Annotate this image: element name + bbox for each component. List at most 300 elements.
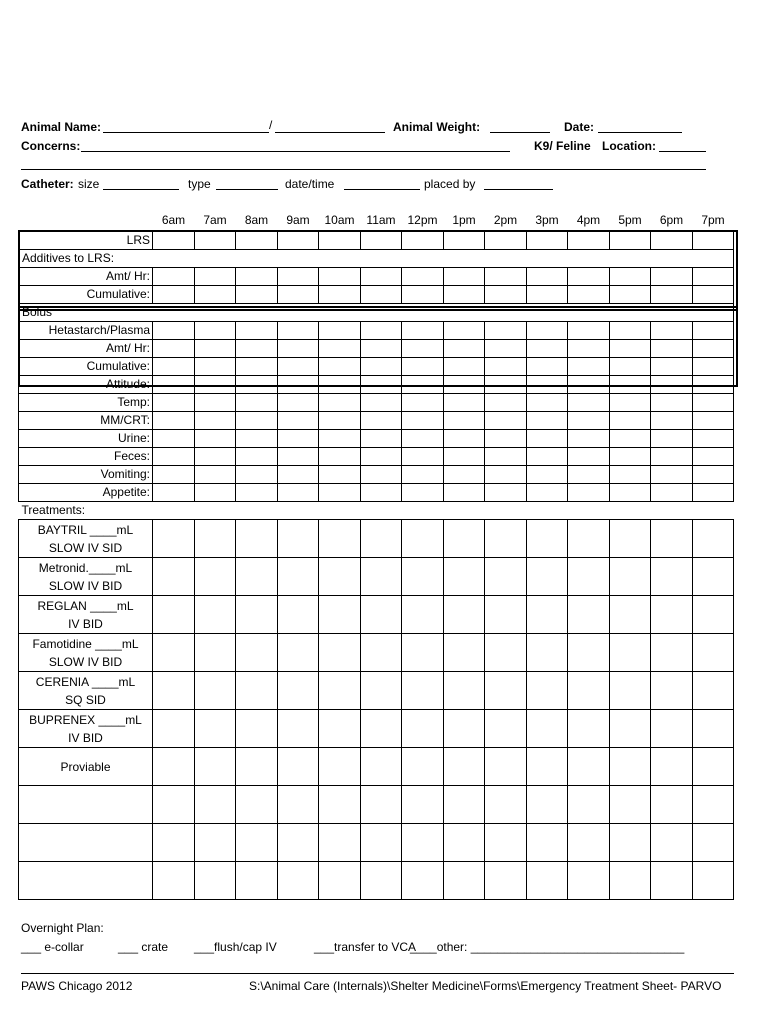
entry-cell[interactable] xyxy=(402,322,444,340)
entry-cell[interactable] xyxy=(526,376,568,394)
entry-cell[interactable] xyxy=(485,672,527,710)
entry-cell[interactable] xyxy=(526,748,568,786)
concerns-line-2[interactable] xyxy=(21,169,706,170)
entry-cell[interactable] xyxy=(236,672,278,710)
entry-cell[interactable] xyxy=(651,558,693,596)
entry-cell[interactable] xyxy=(277,322,319,340)
entry-cell[interactable] xyxy=(194,484,236,502)
entry-cell[interactable] xyxy=(526,448,568,466)
entry-cell[interactable] xyxy=(692,358,734,376)
entry-cell[interactable] xyxy=(360,672,402,710)
entry-cell[interactable] xyxy=(526,358,568,376)
entry-cell[interactable] xyxy=(443,268,485,286)
entry-cell[interactable] xyxy=(485,322,527,340)
entry-cell[interactable] xyxy=(194,748,236,786)
entry-cell[interactable] xyxy=(692,596,734,634)
entry-cell[interactable] xyxy=(360,634,402,672)
entry-cell[interactable] xyxy=(526,430,568,448)
entry-cell[interactable] xyxy=(194,824,236,862)
entry-cell[interactable] xyxy=(153,710,195,748)
entry-cell[interactable] xyxy=(277,520,319,558)
entry-cell[interactable] xyxy=(651,340,693,358)
entry-cell[interactable] xyxy=(402,286,444,304)
entry-cell[interactable] xyxy=(236,376,278,394)
entry-cell[interactable] xyxy=(277,862,319,900)
entry-cell[interactable] xyxy=(692,634,734,672)
entry-cell[interactable] xyxy=(194,862,236,900)
entry-cell[interactable] xyxy=(609,520,651,558)
entry-cell[interactable] xyxy=(194,430,236,448)
entry-cell[interactable] xyxy=(236,286,278,304)
entry-cell[interactable] xyxy=(236,484,278,502)
entry-cell[interactable] xyxy=(360,358,402,376)
entry-cell[interactable] xyxy=(485,786,527,824)
entry-cell[interactable] xyxy=(277,376,319,394)
entry-cell[interactable] xyxy=(692,672,734,710)
entry-cell[interactable] xyxy=(236,322,278,340)
entry-cell[interactable] xyxy=(526,268,568,286)
entry-cell[interactable] xyxy=(568,862,610,900)
entry-cell[interactable] xyxy=(692,412,734,430)
entry-cell[interactable] xyxy=(402,520,444,558)
entry-cell[interactable] xyxy=(153,466,195,484)
entry-cell[interactable] xyxy=(194,448,236,466)
entry-cell[interactable] xyxy=(319,412,361,430)
entry-cell[interactable] xyxy=(692,558,734,596)
option-flush-cap-iv[interactable]: ___flush/cap IV xyxy=(194,940,277,954)
entry-cell[interactable] xyxy=(360,286,402,304)
entry-cell[interactable] xyxy=(651,748,693,786)
entry-cell[interactable] xyxy=(360,322,402,340)
entry-cell[interactable] xyxy=(319,286,361,304)
entry-cell[interactable] xyxy=(526,710,568,748)
entry-cell[interactable] xyxy=(526,786,568,824)
entry-cell[interactable] xyxy=(360,430,402,448)
entry-cell[interactable] xyxy=(360,268,402,286)
entry-cell[interactable] xyxy=(360,558,402,596)
entry-cell[interactable] xyxy=(360,824,402,862)
entry-cell[interactable] xyxy=(568,558,610,596)
entry-cell[interactable] xyxy=(651,672,693,710)
entry-cell[interactable] xyxy=(277,596,319,634)
entry-cell[interactable] xyxy=(609,268,651,286)
entry-cell[interactable] xyxy=(360,748,402,786)
entry-cell[interactable] xyxy=(568,340,610,358)
entry-cell[interactable] xyxy=(319,466,361,484)
entry-cell[interactable] xyxy=(651,634,693,672)
entry-cell[interactable] xyxy=(402,268,444,286)
entry-cell[interactable] xyxy=(526,412,568,430)
entry-cell[interactable] xyxy=(692,430,734,448)
entry-cell[interactable] xyxy=(692,322,734,340)
entry-cell[interactable] xyxy=(568,520,610,558)
entry-cell[interactable] xyxy=(443,824,485,862)
entry-cell[interactable] xyxy=(319,448,361,466)
entry-cell[interactable] xyxy=(485,862,527,900)
entry-cell[interactable] xyxy=(485,824,527,862)
entry-cell[interactable] xyxy=(236,268,278,286)
entry-cell[interactable] xyxy=(651,358,693,376)
entry-cell[interactable] xyxy=(153,268,195,286)
entry-cell[interactable] xyxy=(568,286,610,304)
entry-cell[interactable] xyxy=(568,412,610,430)
entry-cell[interactable] xyxy=(609,862,651,900)
entry-cell[interactable] xyxy=(277,824,319,862)
animal-id-field[interactable] xyxy=(275,132,385,133)
entry-cell[interactable] xyxy=(360,466,402,484)
entry-cell[interactable] xyxy=(277,558,319,596)
entry-cell[interactable] xyxy=(609,558,651,596)
entry-cell[interactable] xyxy=(236,520,278,558)
entry-cell[interactable] xyxy=(194,394,236,412)
entry-cell[interactable] xyxy=(360,394,402,412)
entry-cell[interactable] xyxy=(194,634,236,672)
entry-cell[interactable] xyxy=(485,376,527,394)
entry-cell[interactable] xyxy=(402,672,444,710)
entry-cell[interactable] xyxy=(194,466,236,484)
entry-cell[interactable] xyxy=(526,466,568,484)
entry-cell[interactable] xyxy=(568,466,610,484)
entry-cell[interactable] xyxy=(443,786,485,824)
entry-cell[interactable] xyxy=(443,448,485,466)
entry-cell[interactable] xyxy=(194,672,236,710)
type-field[interactable] xyxy=(216,189,278,190)
entry-cell[interactable] xyxy=(194,268,236,286)
entry-cell[interactable] xyxy=(609,340,651,358)
entry-cell[interactable] xyxy=(568,710,610,748)
entry-cell[interactable] xyxy=(277,340,319,358)
entry-cell[interactable] xyxy=(277,412,319,430)
entry-cell[interactable] xyxy=(443,358,485,376)
entry-cell[interactable] xyxy=(568,394,610,412)
entry-cell[interactable] xyxy=(526,286,568,304)
entry-cell[interactable] xyxy=(194,358,236,376)
entry-cell[interactable] xyxy=(153,322,195,340)
entry-cell[interactable] xyxy=(277,466,319,484)
entry-cell[interactable] xyxy=(568,430,610,448)
entry-cell[interactable] xyxy=(692,520,734,558)
entry-cell[interactable] xyxy=(609,672,651,710)
entry-cell[interactable] xyxy=(443,484,485,502)
entry-cell[interactable] xyxy=(277,232,319,250)
entry-cell[interactable] xyxy=(568,358,610,376)
entry-cell[interactable] xyxy=(485,520,527,558)
entry-cell[interactable] xyxy=(692,786,734,824)
entry-cell[interactable] xyxy=(194,322,236,340)
entry-cell[interactable] xyxy=(360,340,402,358)
entry-cell[interactable] xyxy=(153,376,195,394)
entry-cell[interactable] xyxy=(153,484,195,502)
entry-cell[interactable] xyxy=(402,862,444,900)
entry-cell[interactable] xyxy=(153,558,195,596)
entry-cell[interactable] xyxy=(609,232,651,250)
entry-cell[interactable] xyxy=(485,710,527,748)
entry-cell[interactable] xyxy=(319,710,361,748)
entry-cell[interactable] xyxy=(651,268,693,286)
entry-cell[interactable] xyxy=(485,484,527,502)
entry-cell[interactable] xyxy=(651,710,693,748)
entry-cell[interactable] xyxy=(153,430,195,448)
entry-cell[interactable] xyxy=(236,748,278,786)
entry-cell[interactable] xyxy=(360,232,402,250)
entry-cell[interactable] xyxy=(236,394,278,412)
entry-cell[interactable] xyxy=(319,340,361,358)
entry-cell[interactable] xyxy=(651,824,693,862)
entry-cell[interactable] xyxy=(236,596,278,634)
entry-cell[interactable] xyxy=(692,268,734,286)
entry-cell[interactable] xyxy=(277,394,319,412)
entry-cell[interactable] xyxy=(319,672,361,710)
concerns-field[interactable] xyxy=(81,151,510,152)
entry-cell[interactable] xyxy=(402,466,444,484)
entry-cell[interactable] xyxy=(153,358,195,376)
option-crate[interactable]: ___ crate xyxy=(118,940,169,954)
animal-weight-field[interactable] xyxy=(490,132,550,133)
entry-cell[interactable] xyxy=(402,748,444,786)
entry-cell[interactable] xyxy=(153,448,195,466)
entry-cell[interactable] xyxy=(402,394,444,412)
entry-cell[interactable] xyxy=(360,786,402,824)
entry-cell[interactable] xyxy=(360,596,402,634)
entry-cell[interactable] xyxy=(236,340,278,358)
entry-cell[interactable] xyxy=(609,376,651,394)
entry-cell[interactable] xyxy=(692,466,734,484)
entry-cell[interactable] xyxy=(568,232,610,250)
entry-cell[interactable] xyxy=(277,710,319,748)
entry-cell[interactable] xyxy=(609,748,651,786)
entry-cell[interactable] xyxy=(609,430,651,448)
entry-cell[interactable] xyxy=(609,466,651,484)
entry-cell[interactable] xyxy=(236,412,278,430)
entry-cell[interactable] xyxy=(485,448,527,466)
entry-cell[interactable] xyxy=(568,376,610,394)
date-field[interactable] xyxy=(598,132,682,133)
entry-cell[interactable] xyxy=(153,824,195,862)
entry-cell[interactable] xyxy=(360,710,402,748)
entry-cell[interactable] xyxy=(609,448,651,466)
entry-cell[interactable] xyxy=(651,232,693,250)
entry-cell[interactable] xyxy=(319,786,361,824)
entry-cell[interactable] xyxy=(526,484,568,502)
entry-cell[interactable] xyxy=(443,376,485,394)
placed-by-field[interactable] xyxy=(484,189,553,190)
entry-cell[interactable] xyxy=(526,596,568,634)
entry-cell[interactable] xyxy=(651,596,693,634)
entry-cell[interactable] xyxy=(236,558,278,596)
entry-cell[interactable] xyxy=(692,394,734,412)
entry-cell[interactable] xyxy=(153,520,195,558)
entry-cell[interactable] xyxy=(443,286,485,304)
option-transfer-vca[interactable]: ___transfer to VCA xyxy=(314,940,417,954)
entry-cell[interactable] xyxy=(609,358,651,376)
entry-cell[interactable] xyxy=(153,672,195,710)
size-field[interactable] xyxy=(103,189,179,190)
entry-cell[interactable] xyxy=(526,520,568,558)
entry-cell[interactable] xyxy=(526,672,568,710)
entry-cell[interactable] xyxy=(485,634,527,672)
entry-cell[interactable] xyxy=(568,322,610,340)
entry-cell[interactable] xyxy=(402,786,444,824)
entry-cell[interactable] xyxy=(236,358,278,376)
datetime-field[interactable] xyxy=(344,189,420,190)
entry-cell[interactable] xyxy=(153,862,195,900)
entry-cell[interactable] xyxy=(402,232,444,250)
entry-cell[interactable] xyxy=(609,824,651,862)
entry-cell[interactable] xyxy=(319,268,361,286)
entry-cell[interactable] xyxy=(568,596,610,634)
entry-cell[interactable] xyxy=(360,448,402,466)
entry-cell[interactable] xyxy=(609,786,651,824)
entry-cell[interactable] xyxy=(277,268,319,286)
entry-cell[interactable] xyxy=(443,710,485,748)
entry-cell[interactable] xyxy=(194,596,236,634)
entry-cell[interactable] xyxy=(194,520,236,558)
entry-cell[interactable] xyxy=(692,286,734,304)
entry-cell[interactable] xyxy=(277,748,319,786)
entry-cell[interactable] xyxy=(485,466,527,484)
entry-cell[interactable] xyxy=(319,824,361,862)
entry-cell[interactable] xyxy=(277,358,319,376)
entry-cell[interactable] xyxy=(153,748,195,786)
entry-cell[interactable] xyxy=(692,448,734,466)
entry-cell[interactable] xyxy=(651,376,693,394)
entry-cell[interactable] xyxy=(319,430,361,448)
entry-cell[interactable] xyxy=(485,268,527,286)
entry-cell[interactable] xyxy=(568,672,610,710)
entry-cell[interactable] xyxy=(651,412,693,430)
entry-cell[interactable] xyxy=(319,232,361,250)
entry-cell[interactable] xyxy=(485,430,527,448)
entry-cell[interactable] xyxy=(402,484,444,502)
entry-cell[interactable] xyxy=(443,430,485,448)
entry-cell[interactable] xyxy=(153,232,195,250)
entry-cell[interactable] xyxy=(443,558,485,596)
entry-cell[interactable] xyxy=(443,634,485,672)
entry-cell[interactable] xyxy=(277,786,319,824)
entry-cell[interactable] xyxy=(236,232,278,250)
entry-cell[interactable] xyxy=(277,286,319,304)
entry-cell[interactable] xyxy=(360,520,402,558)
entry-cell[interactable] xyxy=(485,596,527,634)
entry-cell[interactable] xyxy=(651,322,693,340)
entry-cell[interactable] xyxy=(402,358,444,376)
entry-cell[interactable] xyxy=(692,340,734,358)
entry-cell[interactable] xyxy=(236,634,278,672)
entry-cell[interactable] xyxy=(443,412,485,430)
entry-cell[interactable] xyxy=(402,710,444,748)
entry-cell[interactable] xyxy=(651,862,693,900)
entry-cell[interactable] xyxy=(568,484,610,502)
entry-cell[interactable] xyxy=(568,448,610,466)
entry-cell[interactable] xyxy=(692,824,734,862)
entry-cell[interactable] xyxy=(692,232,734,250)
entry-cell[interactable] xyxy=(609,710,651,748)
entry-cell[interactable] xyxy=(692,748,734,786)
entry-cell[interactable] xyxy=(651,466,693,484)
entry-cell[interactable] xyxy=(402,340,444,358)
entry-cell[interactable] xyxy=(319,748,361,786)
entry-cell[interactable] xyxy=(194,710,236,748)
entry-cell[interactable] xyxy=(651,520,693,558)
entry-cell[interactable] xyxy=(277,484,319,502)
entry-cell[interactable] xyxy=(609,286,651,304)
entry-cell[interactable] xyxy=(153,786,195,824)
entry-cell[interactable] xyxy=(443,862,485,900)
entry-cell[interactable] xyxy=(277,672,319,710)
entry-cell[interactable] xyxy=(360,376,402,394)
location-field[interactable] xyxy=(659,151,706,152)
entry-cell[interactable] xyxy=(360,412,402,430)
entry-cell[interactable] xyxy=(651,430,693,448)
entry-cell[interactable] xyxy=(609,394,651,412)
entry-cell[interactable] xyxy=(360,862,402,900)
entry-cell[interactable] xyxy=(153,634,195,672)
entry-cell[interactable] xyxy=(402,558,444,596)
animal-name-field[interactable] xyxy=(103,132,269,133)
entry-cell[interactable] xyxy=(319,862,361,900)
option-other[interactable]: ____other: ________________________________ xyxy=(410,940,685,954)
entry-cell[interactable] xyxy=(443,394,485,412)
entry-cell[interactable] xyxy=(194,286,236,304)
entry-cell[interactable] xyxy=(236,824,278,862)
entry-cell[interactable] xyxy=(692,376,734,394)
entry-cell[interactable] xyxy=(443,340,485,358)
entry-cell[interactable] xyxy=(568,268,610,286)
entry-cell[interactable] xyxy=(319,376,361,394)
entry-cell[interactable] xyxy=(194,232,236,250)
entry-cell[interactable] xyxy=(319,596,361,634)
entry-cell[interactable] xyxy=(568,748,610,786)
entry-cell[interactable] xyxy=(609,412,651,430)
entry-cell[interactable] xyxy=(568,824,610,862)
entry-cell[interactable] xyxy=(485,232,527,250)
entry-cell[interactable] xyxy=(194,786,236,824)
entry-cell[interactable] xyxy=(319,322,361,340)
entry-cell[interactable] xyxy=(194,412,236,430)
entry-cell[interactable] xyxy=(651,484,693,502)
entry-cell[interactable] xyxy=(443,466,485,484)
entry-cell[interactable] xyxy=(236,862,278,900)
entry-cell[interactable] xyxy=(443,232,485,250)
entry-cell[interactable] xyxy=(236,466,278,484)
entry-cell[interactable] xyxy=(609,322,651,340)
entry-cell[interactable] xyxy=(153,340,195,358)
entry-cell[interactable] xyxy=(526,340,568,358)
entry-cell[interactable] xyxy=(236,786,278,824)
entry-cell[interactable] xyxy=(236,430,278,448)
entry-cell[interactable] xyxy=(485,394,527,412)
entry-cell[interactable] xyxy=(319,558,361,596)
entry-cell[interactable] xyxy=(277,634,319,672)
entry-cell[interactable] xyxy=(692,862,734,900)
option-ecollar[interactable]: ___ e-collar xyxy=(21,940,84,954)
entry-cell[interactable] xyxy=(194,376,236,394)
entry-cell[interactable] xyxy=(651,448,693,466)
entry-cell[interactable] xyxy=(360,484,402,502)
entry-cell[interactable] xyxy=(153,394,195,412)
entry-cell[interactable] xyxy=(402,376,444,394)
entry-cell[interactable] xyxy=(609,634,651,672)
entry-cell[interactable] xyxy=(526,824,568,862)
entry-cell[interactable] xyxy=(319,634,361,672)
entry-cell[interactable] xyxy=(402,448,444,466)
entry-cell[interactable] xyxy=(609,596,651,634)
entry-cell[interactable] xyxy=(609,484,651,502)
entry-cell[interactable] xyxy=(526,232,568,250)
entry-cell[interactable] xyxy=(402,634,444,672)
entry-cell[interactable] xyxy=(526,862,568,900)
entry-cell[interactable] xyxy=(692,484,734,502)
